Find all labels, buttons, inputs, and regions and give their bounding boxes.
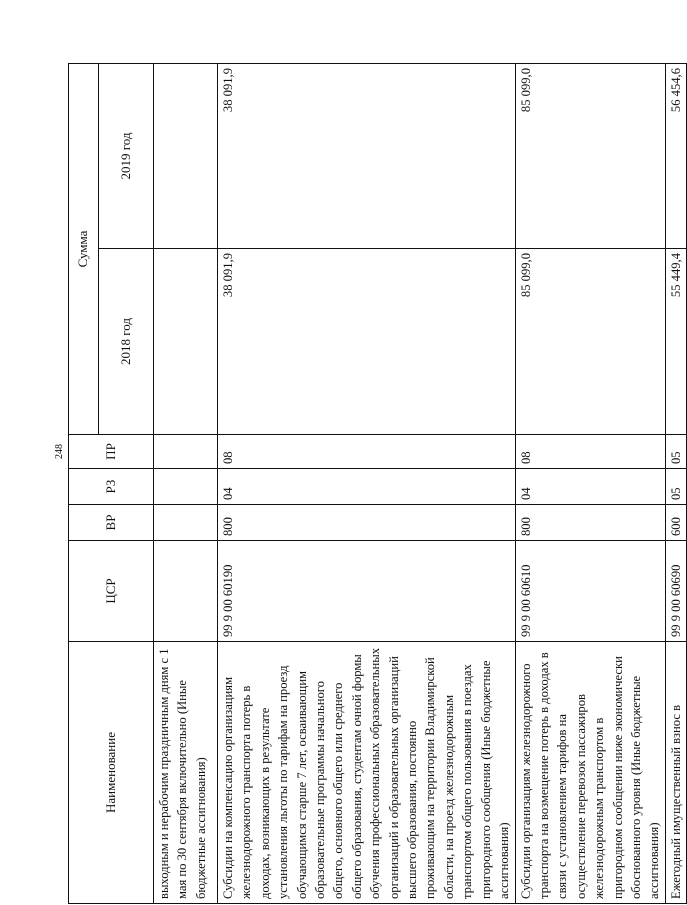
- cell-rz: 04: [218, 469, 516, 505]
- cell-2019: [154, 64, 218, 249]
- header-vr: ВР: [69, 505, 154, 541]
- cell-name: Субсидии на компенсацию организациям железнодорожного транспорта потерь в доходах, возникающих в результате установления льготы по тарифам на проезд обучающимся старше 7 лет, осваивающим образовательные программы начального общего, основного общего или среднего общего образования, студентам очной формы обучения профессиональных образовательных организаций и образовательных организаций высшего образования, постоянно проживающим на территории Владимирской области, на проезд железнодорожным транспортом общего пользования в поездах пригородного сообщения (Иные бюджетные ассигнования): [218, 642, 516, 904]
- cell-2018: [154, 249, 218, 435]
- landscape-table-wrapper: [68, 64, 683, 904]
- cell-pr: 05: [665, 435, 686, 469]
- cell-csr: 99 9 00 60190: [218, 541, 516, 642]
- table-row: [515, 64, 665, 904]
- header-year-2018: 2018 год: [99, 249, 154, 435]
- cell-name: Субсидии организациям железнодорожного транспорта на возмещение потерь в доходах в связи с установлением тарифов на осуществление перевозок пассажиров железнодорожным транспортом в пригородном сообщении ниже экономически обоснованного уровня (Иные бюджетные ассигнования): [515, 642, 665, 904]
- page-number: 248: [54, 444, 65, 459]
- cell-pr: [154, 435, 218, 469]
- cell-2018: 55 449,4: [665, 249, 686, 435]
- cell-2019: 56 454,6: [665, 64, 686, 249]
- table-row: [665, 64, 686, 904]
- cell-vr: 800: [515, 505, 665, 541]
- cell-2018: 85 099,0: [515, 249, 665, 435]
- header-year-2019: 2019 год: [99, 64, 154, 249]
- cell-2018: 38 091,9: [218, 249, 516, 435]
- header-name: Наименование: [69, 642, 154, 904]
- cell-pr: 08: [515, 435, 665, 469]
- cell-pr: 08: [218, 435, 516, 469]
- cell-2019: 38 091,9: [218, 64, 516, 249]
- header-csr: ЦСР: [69, 541, 154, 642]
- cell-csr: 99 9 00 60690: [665, 541, 686, 642]
- cell-name: выходным и нерабочим праздничным дням с 1 мая по 30 сентября включительно (Иные бюджетные ассигнования): [154, 642, 218, 904]
- cell-rz: 05: [665, 469, 686, 505]
- header-row: [69, 64, 99, 904]
- budget-table: [68, 63, 687, 904]
- cell-vr: 600: [665, 505, 686, 541]
- cell-csr: 99 9 00 60610: [515, 541, 665, 642]
- cell-vr: [154, 505, 218, 541]
- cell-2019: 85 099,0: [515, 64, 665, 249]
- cell-csr: [154, 541, 218, 642]
- cell-rz: 04: [515, 469, 665, 505]
- header-sum: Сумма: [69, 64, 99, 435]
- cell-rz: [154, 469, 218, 505]
- header-pr: ПР: [69, 435, 154, 469]
- cell-name: Ежегодный имущественный взнос в: [665, 642, 686, 904]
- table-row: [154, 64, 218, 904]
- cell-vr: 800: [218, 505, 516, 541]
- header-rz: РЗ: [69, 469, 154, 505]
- table-row: [218, 64, 516, 904]
